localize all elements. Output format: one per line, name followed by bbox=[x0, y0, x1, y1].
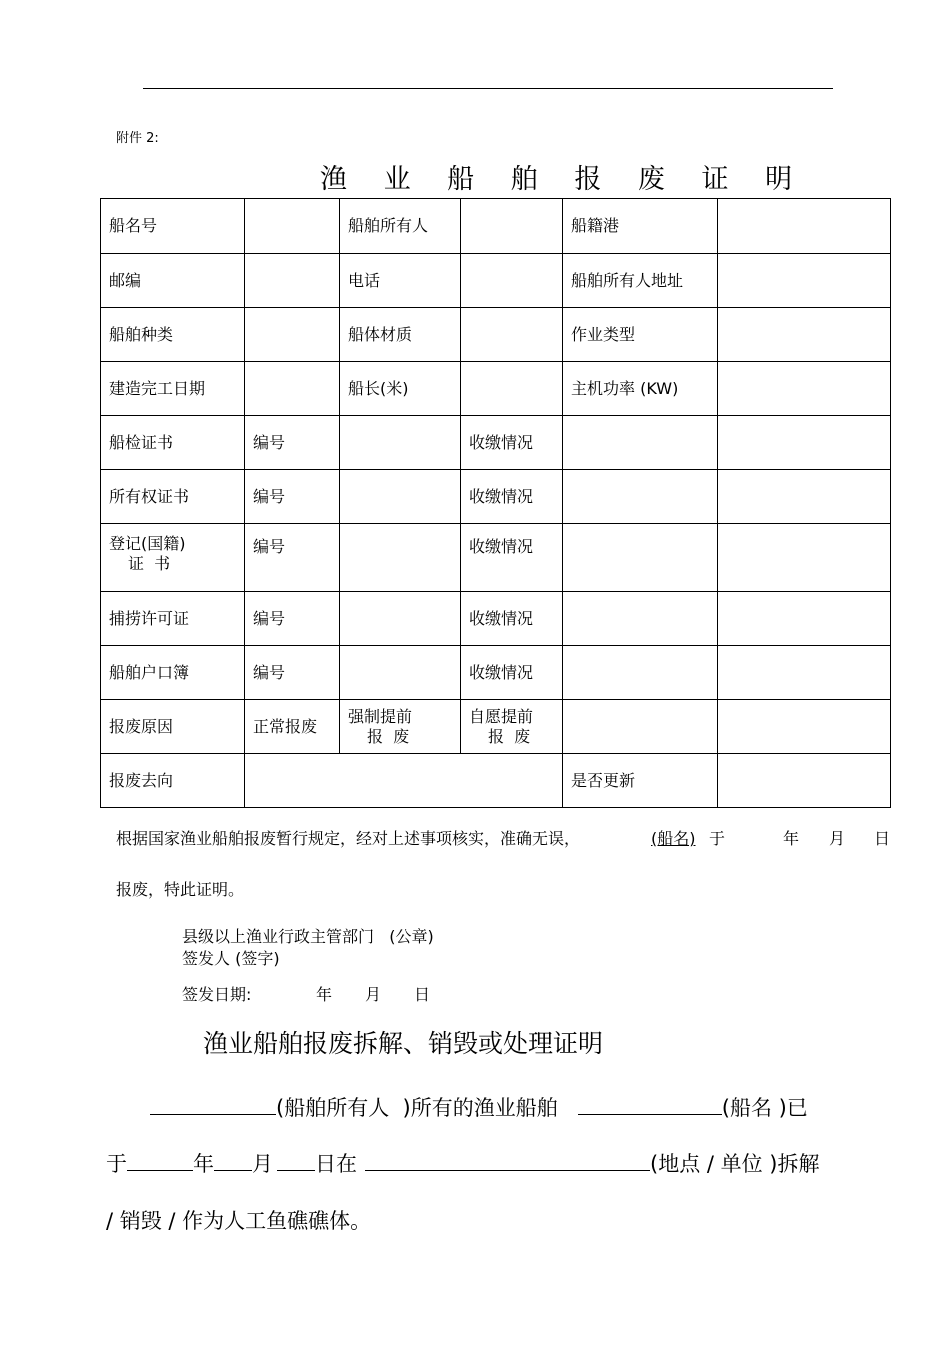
label-collection-status: 收缴情况 bbox=[461, 470, 563, 524]
statement-day: 日 bbox=[874, 829, 891, 848]
ownership-collection-field[interactable] bbox=[563, 470, 718, 524]
label-ownership-cert: 所有权证书 bbox=[101, 470, 245, 524]
label-scrap-reason: 报废原因 bbox=[101, 700, 245, 754]
section-title: 渔业船舶报废拆解、销毁或处理证明 bbox=[203, 1029, 604, 1058]
table-row bbox=[101, 754, 891, 808]
place-blank[interactable] bbox=[365, 1148, 650, 1171]
month-blank[interactable] bbox=[214, 1148, 252, 1171]
postcode-field[interactable] bbox=[245, 254, 340, 308]
voluntary-early-line2: 报 废 bbox=[488, 726, 531, 746]
signature-month: 月 bbox=[365, 985, 382, 1004]
ship-name-field[interactable] bbox=[245, 199, 340, 254]
owner-address-field[interactable] bbox=[718, 254, 891, 308]
signature-department: 县级以上渔业行政主管部门 (公章) bbox=[182, 927, 434, 946]
license-collection-field[interactable] bbox=[563, 592, 718, 646]
label-length: 船长(米) bbox=[340, 362, 461, 416]
owner-field[interactable] bbox=[461, 199, 563, 254]
table-row bbox=[101, 362, 891, 416]
label-scrap-destination: 报废去向 bbox=[101, 754, 245, 808]
scrap-certificate-table bbox=[100, 198, 891, 808]
label-collection-status: 收缴情况 bbox=[461, 646, 563, 700]
signature-date-label: 签发日期: bbox=[182, 985, 252, 1004]
inspection-collection-field[interactable] bbox=[563, 416, 718, 470]
label-engine-power: 主机功率 (KW) bbox=[563, 362, 718, 416]
label-number: 编号 bbox=[245, 524, 340, 592]
year-text: 年 bbox=[193, 1152, 214, 1176]
table-row bbox=[101, 592, 891, 646]
label-number: 编号 bbox=[245, 416, 340, 470]
option-forced-early-scrap[interactable] bbox=[340, 700, 461, 754]
label-build-date: 建造完工日期 bbox=[101, 362, 245, 416]
statement-ship-name[interactable] bbox=[643, 826, 705, 849]
yu-text: 于 bbox=[106, 1152, 127, 1176]
label-port: 船籍港 bbox=[563, 199, 718, 254]
renewal-field[interactable] bbox=[718, 754, 891, 808]
label-collection-status: 收缴情况 bbox=[461, 592, 563, 646]
label-household-book: 船舶户口簿 bbox=[101, 646, 245, 700]
phone-field[interactable] bbox=[461, 254, 563, 308]
statement-at: 于 bbox=[709, 829, 726, 848]
voluntary-early-line1: 自愿提前 bbox=[469, 706, 534, 726]
label-collection-status: 收缴情况 bbox=[461, 416, 563, 470]
registration-number-field[interactable] bbox=[340, 524, 461, 592]
label-inspection-cert: 船检证书 bbox=[101, 416, 245, 470]
license-number-field[interactable] bbox=[340, 592, 461, 646]
forced-early-line2: 报 废 bbox=[367, 726, 410, 746]
registration-cert-line2: 证 书 bbox=[128, 554, 171, 573]
registration-extra-field[interactable] bbox=[718, 524, 891, 592]
table-row bbox=[101, 199, 891, 254]
header-rule bbox=[143, 88, 833, 89]
label-ship-name: 船名号 bbox=[101, 199, 245, 254]
scrap-reason-extra-field-2[interactable] bbox=[718, 700, 891, 754]
hull-material-field[interactable] bbox=[461, 308, 563, 362]
signature-day: 日 bbox=[414, 985, 431, 1004]
certificate-line1 bbox=[150, 1092, 808, 1122]
engine-power-field[interactable] bbox=[718, 362, 891, 416]
label-owner-address: 船舶所有人地址 bbox=[563, 254, 718, 308]
table-row bbox=[101, 524, 891, 592]
label-ship-type: 船舶种类 bbox=[101, 308, 245, 362]
statement-year: 年 bbox=[783, 829, 800, 848]
label-collection-status: 收缴情况 bbox=[461, 524, 563, 592]
ownership-extra-field[interactable] bbox=[718, 470, 891, 524]
owner-blank[interactable] bbox=[150, 1092, 276, 1115]
option-voluntary-early-scrap[interactable] bbox=[461, 700, 563, 754]
registration-cert-line1: 登记(国籍) bbox=[109, 534, 186, 553]
ship-type-field[interactable] bbox=[245, 308, 340, 362]
signature-year: 年 bbox=[316, 985, 333, 1004]
option-normal-scrap[interactable]: 正常报废 bbox=[245, 700, 340, 754]
build-date-field[interactable] bbox=[245, 362, 340, 416]
label-renewal: 是否更新 bbox=[563, 754, 718, 808]
inspection-extra-field[interactable] bbox=[718, 416, 891, 470]
label-owner: 船舶所有人 bbox=[340, 199, 461, 254]
day-blank[interactable] bbox=[277, 1148, 315, 1171]
label-number: 编号 bbox=[245, 470, 340, 524]
inspection-number-field[interactable] bbox=[340, 416, 461, 470]
label-registration-cert bbox=[101, 524, 245, 592]
month-text: 月 bbox=[252, 1152, 273, 1176]
port-field[interactable] bbox=[718, 199, 891, 254]
day-at-text: 日在 bbox=[315, 1152, 357, 1176]
ownership-number-field[interactable] bbox=[340, 470, 461, 524]
label-phone: 电话 bbox=[340, 254, 461, 308]
registration-collection-field[interactable] bbox=[563, 524, 718, 592]
label-fishing-license: 捕捞许可证 bbox=[101, 592, 245, 646]
place-text: (地点 / 单位 )拆解 bbox=[650, 1152, 820, 1176]
label-number: 编号 bbox=[245, 592, 340, 646]
label-hull-material: 船体材质 bbox=[340, 308, 461, 362]
table-row bbox=[101, 416, 891, 470]
owner-text: (船舶所有人 )所有的渔业船舶 bbox=[276, 1096, 558, 1120]
operation-type-field[interactable] bbox=[718, 308, 891, 362]
form-title: 渔 业 船 舶 报 废 证 明 bbox=[320, 164, 807, 195]
license-extra-field[interactable] bbox=[718, 592, 891, 646]
year-blank[interactable] bbox=[127, 1148, 193, 1171]
table-row bbox=[101, 254, 891, 308]
label-operation-type: 作业类型 bbox=[563, 308, 718, 362]
statement-line2: 报废，特此证明。 bbox=[116, 880, 245, 899]
label-number: 编号 bbox=[245, 646, 340, 700]
ship-name-placeholder: (船名) bbox=[651, 829, 696, 848]
ship-text: (船名 )已 bbox=[721, 1096, 808, 1120]
forced-early-line1: 强制提前 bbox=[348, 706, 413, 726]
table-row bbox=[101, 700, 891, 754]
ship-blank[interactable] bbox=[578, 1092, 722, 1115]
table-row bbox=[101, 646, 891, 700]
household-collection-field[interactable] bbox=[563, 646, 718, 700]
certificate-line2 bbox=[106, 1148, 820, 1178]
signature-issuer: 签发人 (签字) bbox=[182, 949, 280, 968]
household-number-field[interactable] bbox=[340, 646, 461, 700]
household-extra-field[interactable] bbox=[718, 646, 891, 700]
table-row bbox=[101, 308, 891, 362]
label-postcode: 邮编 bbox=[101, 254, 245, 308]
scrap-destination-field[interactable] bbox=[245, 754, 563, 808]
statement-text: 根据国家渔业船舶报废暂行规定，经对上述事项核实，准确无误， bbox=[116, 829, 581, 848]
table-row bbox=[101, 470, 891, 524]
statement-month: 月 bbox=[829, 829, 846, 848]
length-field[interactable] bbox=[461, 362, 563, 416]
certificate-line3: / 销毁 / 作为人工鱼礁礁体。 bbox=[106, 1209, 372, 1233]
attachment-label: 附件 2: bbox=[116, 131, 159, 146]
scrap-reason-extra-field[interactable] bbox=[563, 700, 718, 754]
